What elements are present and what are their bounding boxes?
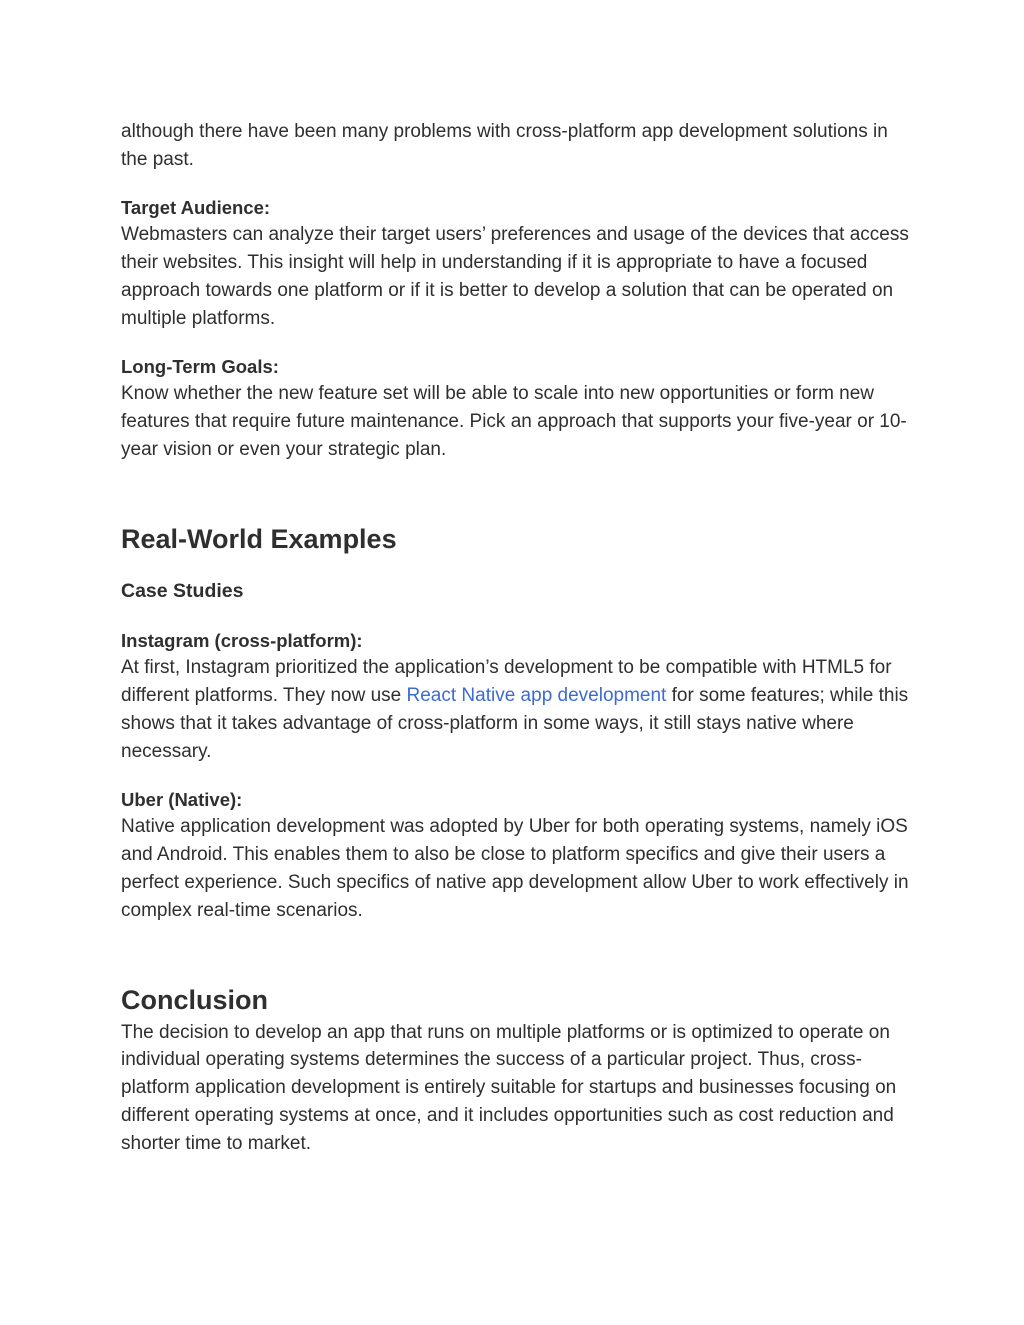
real-world-examples-heading: Real-World Examples [121, 523, 397, 554]
uber-section [121, 786, 911, 925]
long-term-goals-text: Know whether the new feature set will be able to scale into new opportunities or form new features that require future maintenance. Pick an approach that supports your five-year or 10-year vision or even your strategic plan. [121, 383, 907, 460]
conclusion-heading: Conclusion [121, 984, 268, 1015]
instagram-text [121, 654, 911, 765]
instagram-label: Instagram (cross-platform): [121, 629, 363, 651]
document-page [121, 118, 911, 1158]
target-audience-section [121, 194, 911, 333]
conclusion-text: The decision to develop an app that runs on multiple platforms or is optimized to operate on individual operating systems determines the success of a particular project. Thus, cross-platform application development is entirely suitable for startups and businesses focusing on different operating systems at once, and it includes opportunities such as cost reduction and shorter time to market. [121, 1021, 897, 1154]
instagram-section [121, 627, 911, 766]
case-studies-heading: Case Studies [121, 579, 244, 602]
target-audience-label: Target Audience: [121, 196, 271, 218]
react-native-link[interactable]: React Native app development [406, 685, 667, 707]
uber-text: Native application development was adopted by Uber for both operating systems, namely iOS and Android. This enables them to also be close to platform specifics and give their users a perfect experience. Such specifics of native app development allow Uber to work effectively in complex real-time scenarios. [121, 816, 909, 921]
instagram-text-before: At first, Instagram prioritized the application’s development to be compatible with HTML5 for different platforms. They now use [121, 657, 892, 707]
instagram-text-after: for some features; while this shows that it takes advantage of cross-platform in some ways, it still stays native where necessary. [121, 685, 909, 762]
uber-label: Uber (Native): [121, 788, 243, 810]
long-term-goals-label: Long-Term Goals: [121, 355, 279, 377]
long-term-goals-section [121, 353, 911, 464]
target-audience-text: Webmasters can analyze their target users’ preferences and usage of the devices that access their websites. This insight will help in understanding if it is appropriate to have a focused approach towards one platform or if it is better to develop a solution that can be operated on multiple platforms. [121, 224, 909, 329]
intro-paragraph: although there have been many problems with cross-platform app development solutions in the past. [121, 121, 888, 170]
